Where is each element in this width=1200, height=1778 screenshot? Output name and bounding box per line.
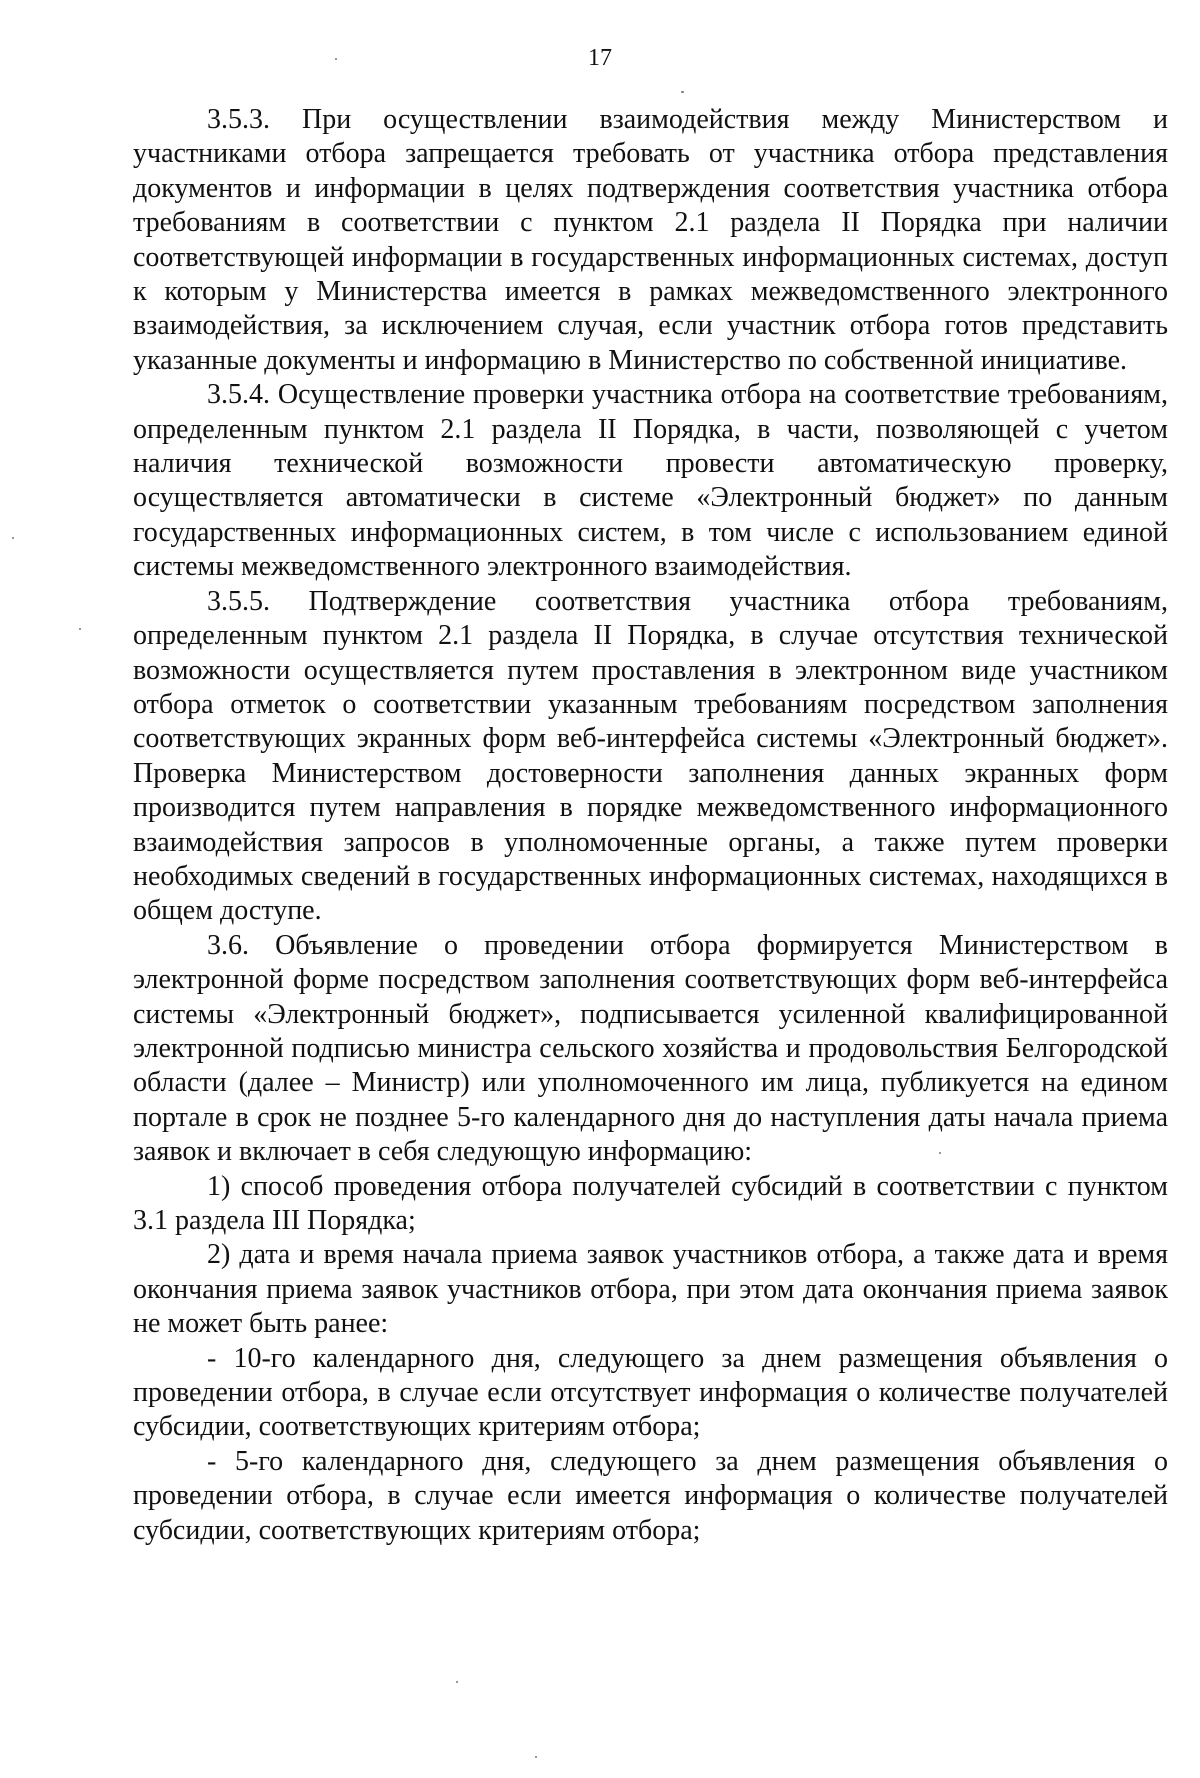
dash-item-10-day: - 10-го календарного дня, следующего за днем размещения объявления о проведении отбора, в случае если отсутствует информация о количестве получателей субсидии, соответствующих критериям отбора; (133, 1342, 1168, 1443)
dash-item-5-day: - 5-го календарного дня, следующего за днем размещения объявления о проведении отбора, в случае если имеется информация о количестве получателей субсидии, соответствующих критериям отбора; (133, 1445, 1168, 1546)
paragraph-3-5-4: 3.5.4. Осуществление проверки участника отбора на соответствие требованиям, определенным пунктом 2.1 раздела II Порядка, в части, позволяющей с учетом наличия технической возможности провести автоматическую проверку, осуществляется автоматически в системе «Электронный бюджет» по данным государственных информационных систем, в том числе с использованием единой системы межведомственного электронного взаимодействия. (133, 379, 1168, 583)
scan-speck (939, 1152, 941, 1154)
scan-speck (456, 1681, 458, 1683)
paragraph-3-6: 3.6. Объявление о проведении отбора формируется Министерством в электронной форме посредством заполнения соответствующих форм веб-интерфейса системы «Электронный бюджет», подписывается усиленной квалифицированной электронной подписью министра сельского хозяйства и продовольствия Белгородской области (далее – Министр) или уполномоченного им лица, публикуется на едином портале в срок не позднее 5-го календарного дня до наступления даты начала приема заявок и включает в себя следующую информацию: (133, 929, 1168, 1168)
list-item-2: 2) дата и время начала приема заявок участников отбора, а также дата и время окончания приема заявок участников отбора, при этом дата окончания приема заявок не может быть ранее: (133, 1239, 1168, 1340)
scan-speck (535, 1756, 537, 1758)
scan-speck (335, 58, 337, 60)
paragraph-3-5-5: 3.5.5. Подтверждение соответствия участника отбора требованиям, определенным пунктом 2.1 раздела II Порядка, в случае отсутствия технической возможности осуществляется путем проставления в электронном виде участником отбора отметок о соответствии указанным требованиям посредством заполнения соответствующих экранных форм веб-интерфейса системы «Электронный бюджет». Проверка Министерством достоверности заполнения данных экранных форм производится путем направления в порядке межведомственного информационного взаимодействия запросов в уполномоченные органы, а также путем проверки необходимых сведений в государственных информационных системах, находящихся в общем доступе. (133, 585, 1168, 927)
document-body (133, 103, 1168, 1548)
scan-speck (681, 91, 684, 93)
scan-speck (79, 628, 81, 630)
scan-speck (12, 537, 14, 539)
paragraph-3-5-3: 3.5.3. При осуществлении взаимодействия между Министерством и участниками отбора запрещается требовать от участника отбора представления документов и информации в целях подтверждения соответствия участника отбора требованиям в соответствии с пунктом 2.1 раздела II Порядка при наличии соответствующей информации в государственных информационных системах, доступ к которым у Министерства имеется в рамках межведомственного электронного взаимодействия, за исключением случая, если участник отбора готов представить указанные документы и информацию в Министерство по собственной инициативе. (133, 104, 1168, 376)
page-number: 17 (588, 45, 612, 71)
list-item-1: 1) способ проведения отбора получателей субсидий в соответствии с пунктом 3.1 раздела III Порядка; (133, 1170, 1168, 1236)
